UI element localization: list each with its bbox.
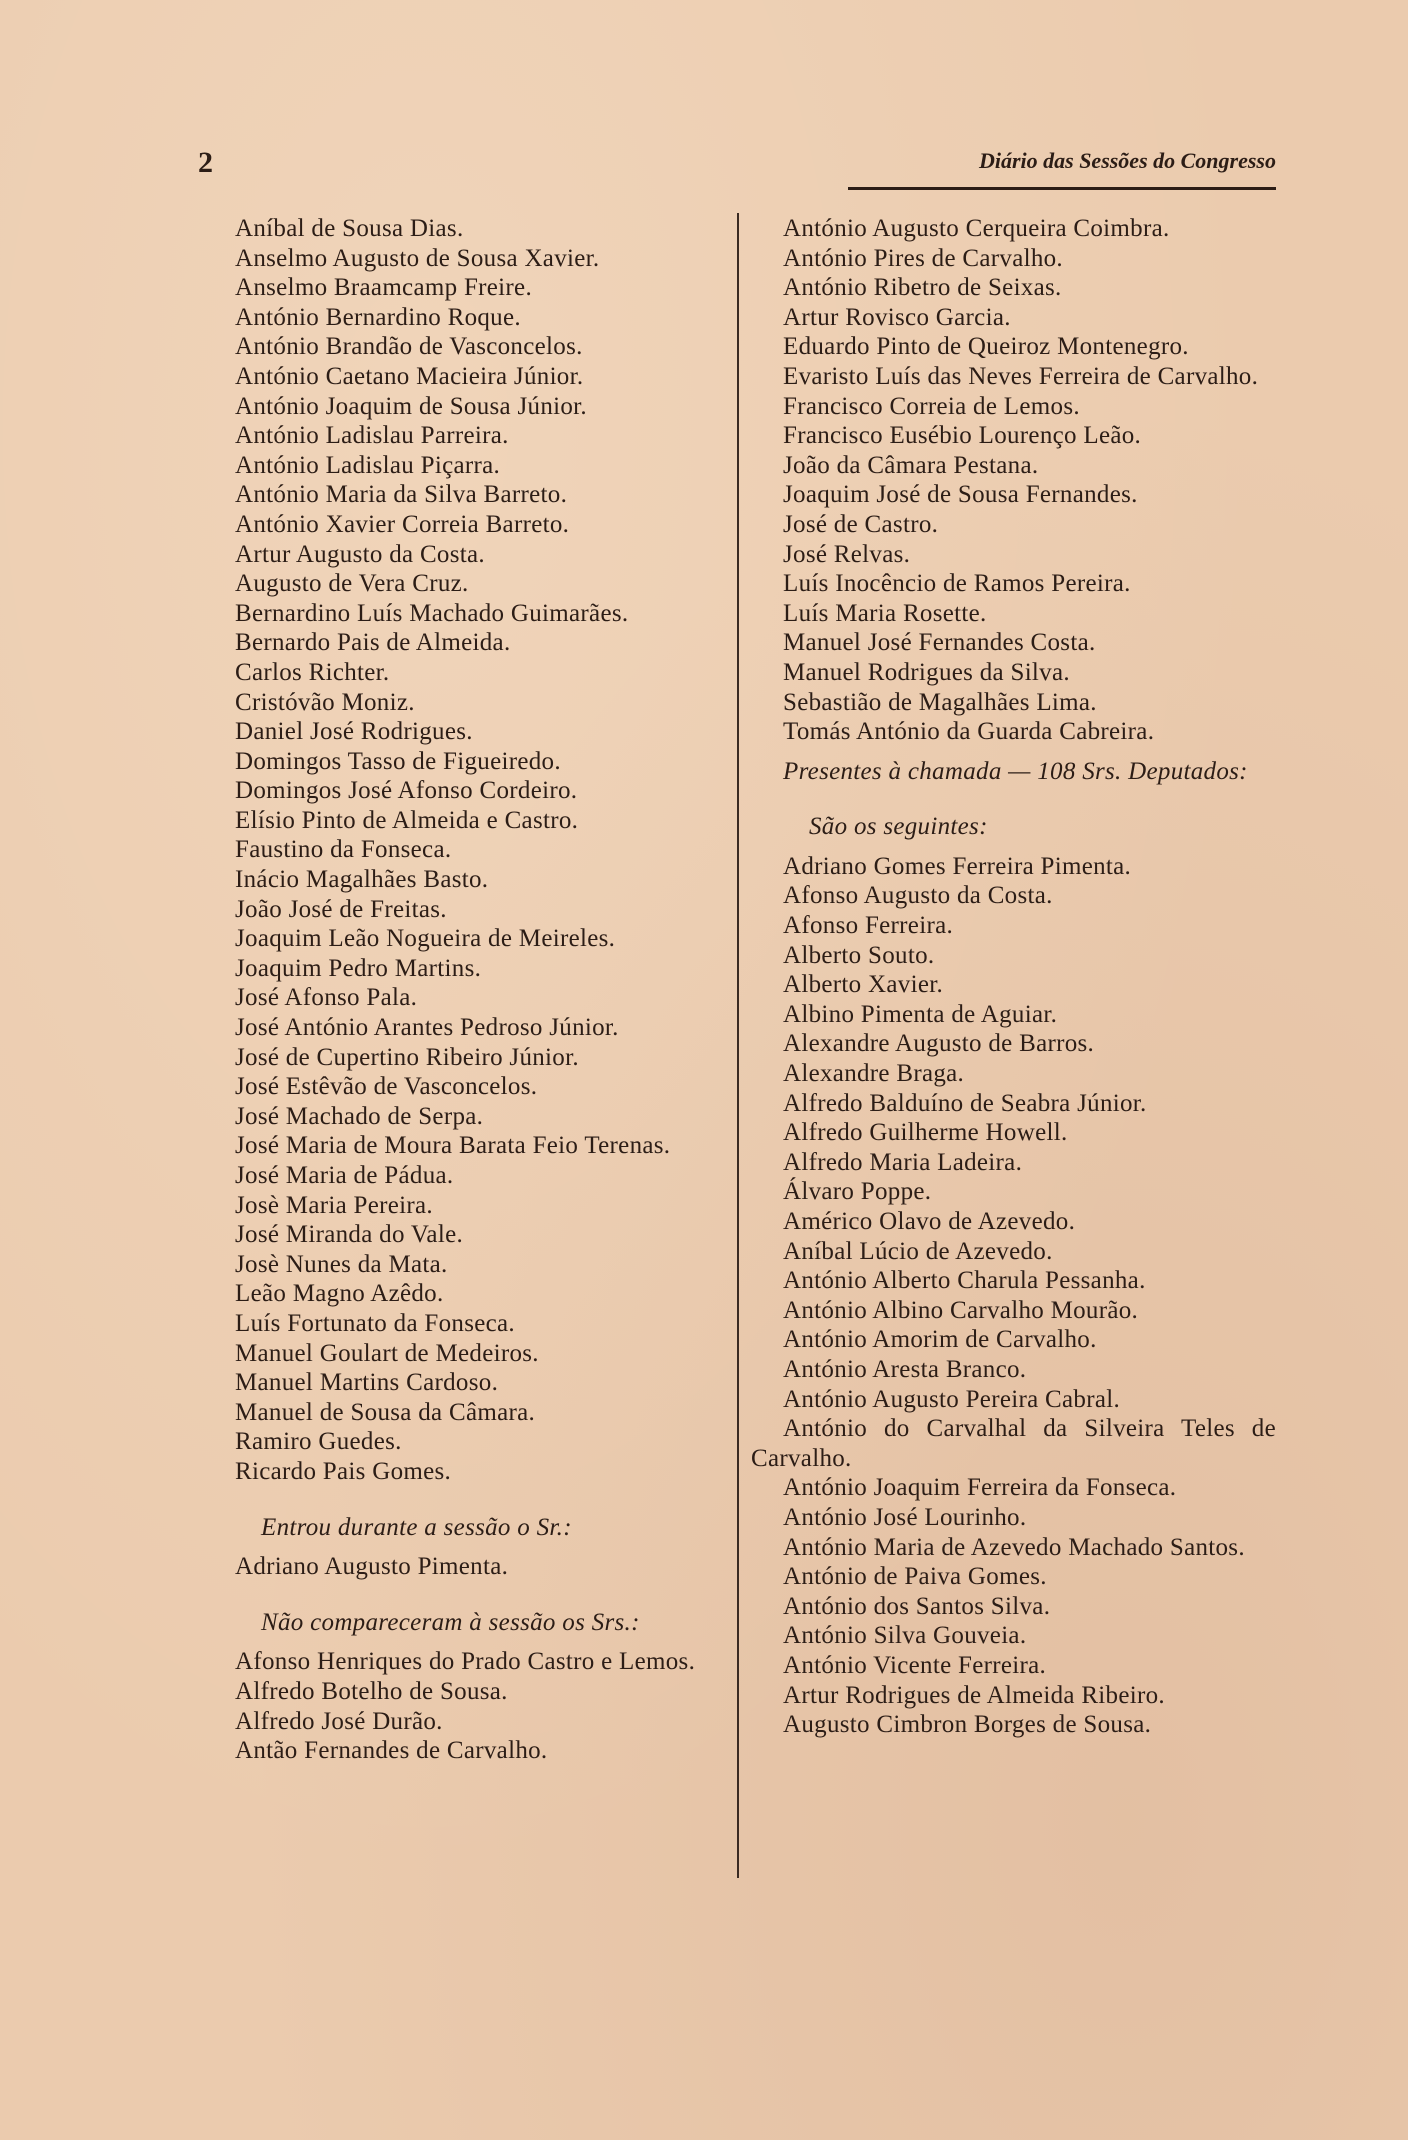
list-item: Evaristo Luís das Neves Ferreira de Carvalho.: [783, 362, 1259, 390]
list-item: António Bernardino Roque.: [235, 303, 521, 331]
deputy-list: [751, 392, 1276, 747]
list-item: António Augusto Pereira Cabral.: [783, 1385, 1121, 1413]
column-divider: [737, 213, 739, 1878]
list-item: António Albino Carvalho Mourão.: [783, 1296, 1139, 1324]
list-item: Elísio Pinto de Almeida e Castro.: [235, 806, 579, 834]
list-item: Manuel Rodrigues da Silva.: [783, 658, 1070, 686]
list-item: Joaquim Pedro Martins.: [235, 954, 482, 982]
list-item: Sebastião de Magalhães Lima.: [783, 688, 1097, 716]
list-item: António Brandão de Vasconcelos.: [235, 333, 583, 361]
list-item: Faustino da Fonseca.: [235, 836, 452, 864]
list-item: António Ladislau Piçarra.: [235, 451, 501, 479]
list-item: Alfredo Maria Ladeira.: [783, 1148, 1023, 1176]
list-item: Carlos Richter.: [235, 658, 390, 686]
list-item: Anselmo Augusto de Sousa Xavier.: [235, 244, 600, 272]
list-item: Adriano Augusto Pimenta.: [235, 1553, 509, 1581]
section-heading-entered: Entrou durante a sessão o Sr.:: [261, 1513, 572, 1541]
list-item: Francisco Correia de Lemos.: [783, 392, 1080, 420]
list-item: Josè Nunes da Mata.: [235, 1250, 448, 1278]
page-number: 2: [198, 146, 213, 179]
list-item: Domingos José Afonso Cordeiro.: [235, 777, 578, 805]
right-column: [751, 214, 1276, 1740]
list-item: Anselmo Braamcamp Freire.: [235, 274, 532, 302]
list-item: José Afonso Pala.: [235, 984, 418, 1012]
list-item: António Xavier Correia Barreto.: [235, 510, 570, 538]
list-item: Manuel Goulart de Medeiros.: [235, 1339, 539, 1367]
list-item: Joaquim José de Sousa Fernandes.: [783, 481, 1138, 509]
list-item: Álvaro Poppe.: [783, 1178, 932, 1206]
list-item: Josè Maria Pereira.: [235, 1191, 433, 1219]
list-item: Adriano Gomes Ferreira Pimenta.: [783, 852, 1132, 880]
deputy-list: [203, 1161, 733, 1487]
list-item: Alexandre Augusto de Barros.: [783, 1030, 1095, 1058]
list-item: Luís Fortunato da Fonseca.: [235, 1309, 515, 1337]
list-item: Alfredo Guilherme Howell.: [783, 1119, 1068, 1147]
deputy-list: [203, 214, 733, 1131]
list-item: António Ribetro de Seixas.: [783, 274, 1062, 302]
list-item: João José de Freitas.: [235, 895, 447, 923]
list-item: Augusto de Vera Cruz.: [235, 570, 469, 598]
section-heading-absent: Não compareceram à sessão os Srs.:: [261, 1608, 640, 1636]
journal-title: Diário das Sessões do Congresso: [978, 148, 1276, 173]
list-item: Alberto Souto.: [783, 941, 935, 969]
list-item: Alfredo Balduíno de Seabra Júnior.: [783, 1089, 1147, 1117]
list-item: António Alberto Charula Pessanha.: [783, 1267, 1146, 1295]
list-item: Alberto Xavier.: [783, 971, 944, 999]
list-item: José António Arantes Pedroso Júnior.: [235, 1014, 619, 1042]
deputy-list: [751, 852, 1276, 1414]
list-item: Alexandre Braga.: [783, 1060, 965, 1088]
left-column: [203, 214, 733, 1766]
list-item: António dos Santos Silva.: [783, 1592, 1051, 1620]
list-item: António Pires de Carvalho.: [783, 244, 1063, 272]
list-item: António Ladislau Parreira.: [235, 422, 509, 450]
list-item: Augusto Cimbron Borges de Sousa.: [783, 1711, 1152, 1739]
list-item: António do Carvalhal da Silveira Teles de Carvalho.: [751, 1415, 1276, 1472]
spacer: [751, 842, 1276, 852]
list-item: Manuel José Fernandes Costa.: [783, 629, 1096, 657]
list-item: Albino Pimenta de Aguiar.: [783, 1000, 1058, 1028]
list-item: António Augusto Cerqueira Coimbra.: [783, 215, 1170, 242]
list-item: Alfredo José Durão.: [235, 1707, 443, 1735]
list-item: António José Lourinho.: [783, 1503, 1027, 1531]
list-item: Ricardo Pais Gomes.: [235, 1457, 452, 1485]
absent-list: [203, 1677, 733, 1766]
list-item: Américo Olavo de Azevedo.: [783, 1208, 1076, 1235]
list-item: Artur Rovisco Garcia.: [783, 303, 1011, 331]
list-item: António Joaquim de Sousa Júnior.: [235, 392, 587, 420]
section-heading-present: Presentes à chamada — 108 Srs. Deputados:: [783, 757, 1248, 785]
list-item: António Silva Gouveia.: [783, 1622, 1027, 1650]
list-item: Inácio Magalhães Basto.: [235, 866, 489, 894]
list-item: João da Câmara Pestana.: [783, 451, 1039, 479]
list-item: Alfredo Botelho de Sousa.: [235, 1677, 508, 1705]
list-item: António Maria da Silva Barreto.: [235, 481, 568, 509]
list-item: José Miranda do Vale.: [235, 1221, 464, 1249]
entered-list: [203, 1552, 733, 1582]
list-item: Eduardo Pinto de Queiroz Montenegro.: [783, 333, 1189, 361]
list-item: Tomás António da Guarda Cabreira.: [783, 718, 1155, 746]
list-item: Manuel de Sousa da Câmara.: [235, 1398, 536, 1426]
list-item: Artur Augusto da Costa.: [235, 540, 485, 568]
spacer: [203, 1637, 733, 1647]
list-item: António Vicente Ferreira.: [783, 1651, 1047, 1679]
list-item: António Amorim de Carvalho.: [783, 1326, 1097, 1354]
list-item: Antão Fernandes de Carvalho.: [235, 1737, 548, 1765]
list-item: Afonso Augusto da Costa.: [783, 882, 1053, 910]
list-item: Artur Rodrigues de Almeida Ribeiro.: [783, 1681, 1165, 1709]
list-item: António Joaquim Ferreira da Fonseca.: [783, 1474, 1177, 1502]
list-item: Bernardo Pais de Almeida.: [235, 629, 511, 657]
list-item: António Maria de Azevedo Machado Santos.: [783, 1533, 1245, 1561]
spacer: [203, 1542, 733, 1552]
list-item: Domingos Tasso de Figueiredo.: [235, 747, 561, 775]
list-item: Manuel Martins Cardoso.: [235, 1369, 499, 1397]
deputy-list: [751, 214, 1276, 362]
spacer: [203, 1582, 733, 1608]
list-item: Cristóvão Moniz.: [235, 688, 415, 716]
list-item: Luís Maria Rosette.: [783, 599, 987, 627]
list-item: Aníbal Lúcio de Azevedo.: [783, 1237, 1053, 1265]
list-item: António de Paiva Gomes.: [783, 1563, 1047, 1591]
spacer: [751, 747, 1276, 757]
deputy-list: [751, 1473, 1276, 1532]
list-item: António Caetano Macieira Júnior.: [235, 362, 584, 390]
list-item: Bernardino Luís Machado Guimarães.: [235, 599, 629, 627]
list-item: Ramiro Guedes.: [235, 1428, 402, 1456]
list-item: Joaquim Leão Nogueira de Meireles.: [235, 925, 616, 953]
list-item: Francisco Eusébio Lourenço Leão.: [783, 422, 1142, 450]
list-item: Afonso Ferreira.: [783, 912, 954, 940]
header-rule: [848, 187, 1276, 190]
list-item: Aníbal de Sousa Dias.: [235, 215, 464, 242]
spacer: [203, 1487, 733, 1513]
list-item: Afonso Henriques do Prado Castro e Lemos.: [235, 1648, 696, 1676]
list-item: José de Cupertino Ribeiro Júnior.: [235, 1043, 579, 1071]
list-item: Leão Magno Azêdo.: [235, 1280, 444, 1308]
list-item: José Maria de Pádua.: [235, 1162, 454, 1189]
list-item: José Estêvão de Vasconcelos.: [235, 1073, 538, 1101]
list-item: José Maria de Moura Barata Feio Terenas.: [235, 1132, 671, 1160]
spacer: [751, 786, 1276, 812]
list-item: Luís Inocêncio de Ramos Pereira.: [783, 570, 1131, 598]
section-heading-following: São os seguintes:: [809, 813, 988, 841]
list-item: Daniel José Rodrigues.: [235, 718, 473, 746]
list-item: José Relvas.: [783, 540, 911, 568]
deputy-list: [751, 1562, 1276, 1740]
list-item: José Machado de Serpa.: [235, 1102, 484, 1130]
list-item: António Aresta Branco.: [783, 1355, 1027, 1383]
list-item: José de Castro.: [783, 510, 939, 538]
